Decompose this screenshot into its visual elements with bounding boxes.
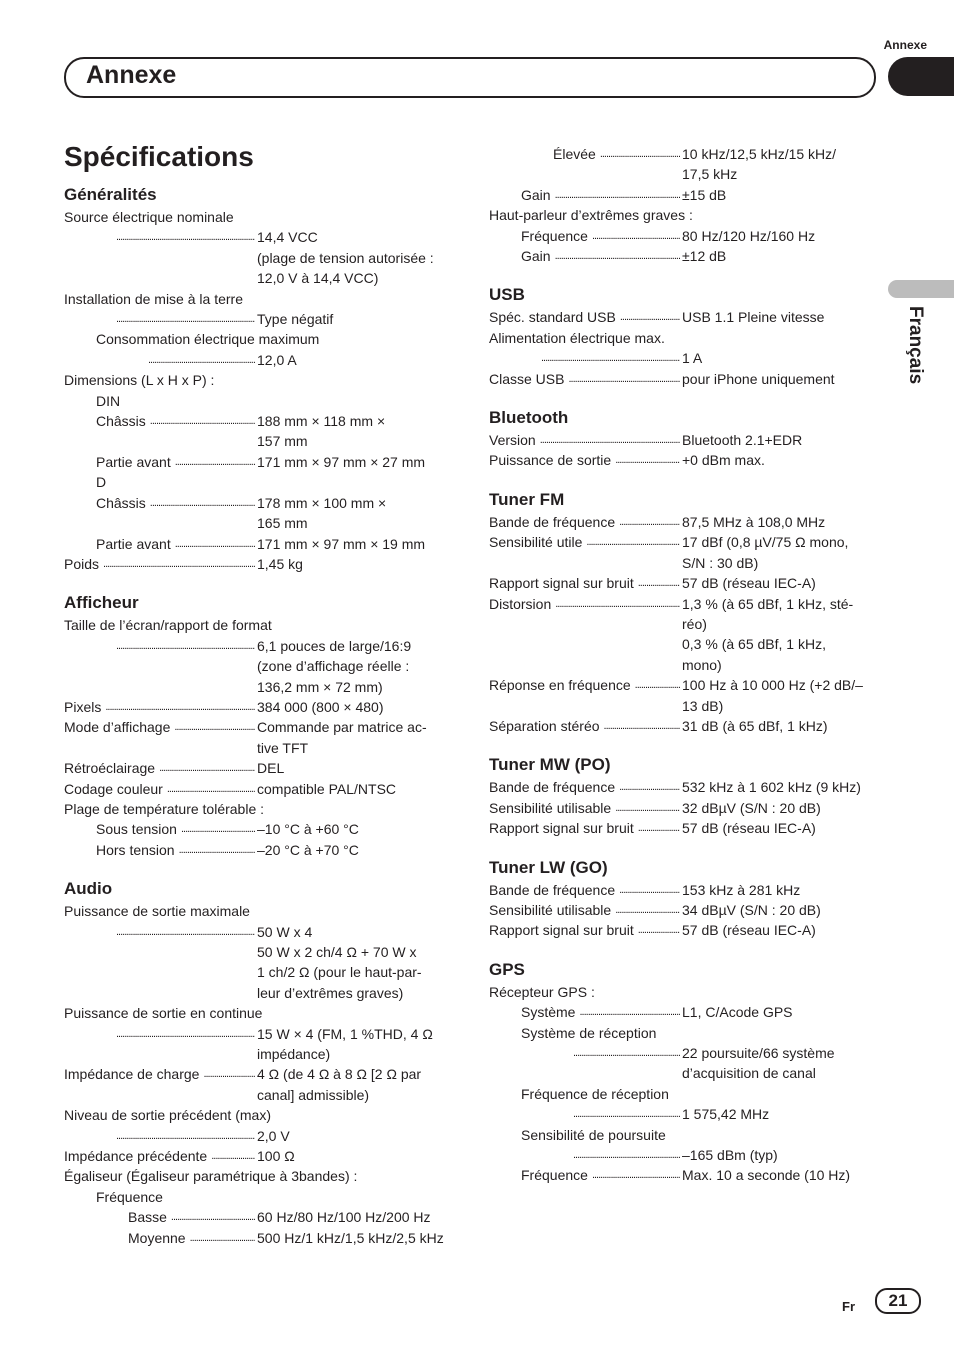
section-heading: Afficheur (64, 593, 139, 613)
spec-label: D (96, 474, 107, 491)
dot-leader (638, 920, 680, 940)
spec-label-text: Châssis (96, 494, 146, 511)
spec-label-text: Codage couleur (64, 780, 163, 797)
spec-row (489, 675, 869, 716)
spec-row (489, 512, 869, 532)
spec-value: Commande par matrice ac- tive TFT (257, 719, 427, 756)
spec-row (64, 452, 454, 472)
spec-row-label (64, 227, 257, 288)
dot-leader (600, 144, 680, 164)
dot-leader (174, 717, 255, 737)
dot-leader (203, 1064, 255, 1084)
spec-label: Plage de température tolérable : (64, 800, 265, 817)
spec-value: 500 Hz/1 kHz/1,5 kHz/2,5 kHz (257, 1229, 444, 1246)
spec-label-text: Fréquence (521, 227, 588, 244)
dot-leader (638, 573, 680, 593)
spec-label: Fréquence (96, 1188, 163, 1205)
spec-row (64, 1228, 454, 1248)
spec-label-text: Sensibilité utile (489, 534, 583, 551)
spec-label-text: Moyenne (128, 1229, 186, 1246)
spec-row-label (64, 840, 257, 860)
spec-row-label (64, 452, 257, 472)
spec-row-label (489, 798, 682, 818)
dot-leader (620, 307, 680, 327)
spec-value: 31 dB (à 65 dBf, 1 kHz) (682, 717, 828, 734)
spec-row-label (489, 185, 682, 205)
spec-row (489, 348, 869, 368)
spec-value: 1,3 % (à 65 dBf, 1 kHz, sté- réo) 0,3 % (à 65 dBf, 1 kHz, mono) (682, 595, 854, 673)
page-title: Spécifications (64, 141, 254, 172)
spec-label-text: Réponse en fréquence (489, 677, 631, 694)
spec-value: 2,0 V (257, 1127, 290, 1144)
spec-label-text: Version (489, 432, 536, 449)
spec-label-text: Bande de fréquence (489, 779, 616, 796)
dot-leader (540, 430, 680, 450)
spec-label-text: Impédance de charge (64, 1066, 200, 1083)
spec-row-label (64, 1146, 257, 1166)
spec-row-label (489, 716, 682, 736)
spec-row-label (64, 1207, 257, 1227)
spec-row-label (64, 819, 257, 839)
spec-label: Égaliseur (Égaliseur paramétrique à 3bandes) : (64, 1168, 358, 1185)
dot-leader (619, 777, 680, 797)
spec-label-text: Système (521, 1004, 576, 1021)
spec-row-label (64, 758, 257, 778)
section-header-title: Annexe (86, 61, 177, 89)
spec-row (489, 185, 869, 205)
spec-row (489, 226, 869, 246)
spec-row-label (64, 717, 257, 758)
spec-row (64, 411, 454, 452)
dot-leader (150, 493, 255, 513)
right-column (489, 144, 869, 1186)
spec-label-text: Basse (128, 1209, 167, 1226)
spec-row-label (489, 880, 682, 900)
section-heading: Généralités (64, 185, 157, 204)
spec-value: ±12 dB (682, 248, 727, 265)
dot-leader (638, 818, 680, 838)
spec-label-text: Partie avant (96, 453, 171, 470)
spec-row-label (489, 348, 682, 368)
spec-row (64, 309, 454, 329)
spec-label-text: Hors tension (96, 841, 175, 858)
spec-label-text: Rapport signal sur bruit (489, 820, 634, 837)
spec-row-label (489, 430, 682, 450)
spec-row-label (489, 573, 682, 593)
spec-row-label (489, 369, 682, 389)
spec-row (64, 1126, 454, 1146)
spec-row (64, 1146, 454, 1166)
spec-label-text: Rapport signal sur bruit (489, 575, 634, 592)
dot-leader (150, 411, 255, 431)
dot-leader (615, 450, 680, 470)
spec-row-label (489, 1165, 682, 1185)
dot-leader (573, 1043, 680, 1063)
spec-value: 188 mm × 118 mm × 157 mm (257, 413, 386, 450)
spec-value: 17 dBf (0,8 µV/75 Ω mono, S/N : 30 dB) (682, 534, 849, 571)
spec-row (489, 594, 869, 676)
section-heading: USB (489, 285, 525, 305)
spec-row (489, 369, 869, 389)
spec-row (489, 818, 869, 838)
spec-row (64, 717, 454, 758)
spec-row (489, 920, 869, 940)
spec-row (489, 777, 869, 797)
page-number: 21 (875, 1288, 921, 1314)
spec-row-label (64, 1064, 257, 1105)
spec-row (64, 1024, 454, 1065)
spec-label-text: Sensibilité utilisable (489, 901, 612, 918)
spec-value: 14,4 VCC (plage de tension autorisée : 12,0 V à 14,4 VCC) (257, 229, 434, 287)
dot-leader (615, 798, 680, 818)
spec-label: Dimensions (L x H x P) : (64, 372, 215, 389)
spec-row-label (64, 309, 257, 329)
spec-row (489, 900, 869, 920)
spec-value: 10 kHz/12,5 kHz/15 kHz/ 17,5 kHz (682, 146, 837, 183)
spec-row (64, 779, 454, 799)
spec-value: 1 A (682, 350, 703, 367)
spec-label-text: Châssis (96, 413, 146, 430)
spec-row-label (489, 1145, 682, 1165)
dot-leader (116, 922, 255, 942)
spec-value: 50 W x 4 50 W x 2 ch/4 Ω + 70 W x 1 ch/2 Ω (pour le haut-par- leur d’extrêmes graves) (257, 923, 422, 1001)
spec-row (489, 1043, 869, 1084)
spec-row-label (489, 1104, 682, 1124)
spec-row (489, 144, 869, 185)
spec-label-text: Gain (521, 248, 551, 265)
dot-leader (586, 532, 680, 552)
spec-row (64, 554, 454, 574)
dot-leader (555, 185, 680, 205)
spec-value: 22 poursuite/66 système d’acquisition de canal (682, 1045, 835, 1082)
spec-value: 32 dBµV (S/N : 20 dB) (682, 799, 821, 816)
dot-leader (619, 880, 680, 900)
spec-row-label (489, 920, 682, 940)
spec-row-label (64, 534, 257, 554)
spec-value: compatible PAL/NTSC (257, 780, 397, 797)
spec-row (489, 573, 869, 593)
spec-row-label (64, 554, 257, 574)
spec-row (64, 758, 454, 778)
spec-label: Fréquence de réception (521, 1085, 669, 1102)
spec-row-label (489, 818, 682, 838)
dot-leader (179, 840, 255, 860)
spec-row (489, 430, 869, 450)
spec-value: 178 mm × 100 mm × 165 mm (257, 494, 387, 532)
spec-row (64, 922, 454, 1004)
spec-row (64, 819, 454, 839)
spec-value: 57 dB (réseau IEC-A) (682, 820, 816, 837)
spec-value: 34 dBµV (S/N : 20 dB) (682, 901, 821, 918)
section-heading: Tuner LW (GO) (489, 857, 608, 877)
spec-row-label (489, 450, 682, 470)
dot-leader (159, 758, 255, 778)
spec-row (489, 1002, 869, 1022)
spec-value: L1, C/Acode GPS (682, 1004, 793, 1021)
dot-leader (190, 1228, 255, 1248)
spec-value: 532 kHz à 1 602 kHz (9 kHz) (682, 779, 861, 796)
spec-label: Installation de mise à la terre (64, 290, 243, 307)
spec-label: Source électrique nominale (64, 209, 234, 225)
spec-row-label (64, 779, 257, 799)
spec-row (489, 716, 869, 736)
section-heading: Tuner MW (PO) (489, 755, 611, 775)
spec-value: Max. 10 a seconde (10 Hz) (682, 1167, 851, 1184)
spec-row (64, 1064, 454, 1105)
spec-value: –20 °C à +70 °C (257, 841, 359, 858)
spec-row (489, 532, 869, 573)
spec-label-text: Pixels (64, 698, 102, 715)
dot-leader (167, 779, 255, 799)
spec-label-text: Spéc. standard USB (489, 309, 616, 326)
spec-label: Puissance de sortie maximale (64, 903, 250, 920)
spec-label: Taille de l’écran/rapport de format (64, 617, 272, 634)
spec-row-label (64, 1024, 257, 1065)
spec-label-text: Bande de fréquence (489, 513, 616, 530)
spec-value: 153 kHz à 281 kHz (682, 881, 801, 898)
spec-row (489, 1165, 869, 1185)
spec-row-label (489, 675, 682, 716)
spec-row-label (64, 411, 257, 452)
header-tab-marker (888, 57, 954, 96)
spec-value: Bluetooth 2.1+EDR (682, 432, 803, 449)
dot-leader (116, 1126, 255, 1146)
spec-value: Type négatif (257, 311, 334, 328)
spec-value: USB 1.1 Pleine vitesse (682, 309, 825, 326)
spec-label-text: Sensibilité utilisable (489, 799, 612, 816)
section-heading: Audio (64, 879, 113, 899)
spec-label: Niveau de sortie précédent (max) (64, 1107, 271, 1124)
spec-label-text: Poids (64, 555, 100, 572)
spec-value: 4 Ω (de 4 Ω à 8 Ω [2 Ω par canal] admissible) (257, 1066, 422, 1103)
dot-leader (171, 1207, 255, 1227)
spec-value: 57 dB (réseau IEC-A) (682, 575, 816, 592)
spec-value: ±15 dB (682, 186, 727, 203)
spec-value: 1 575,42 MHz (682, 1106, 770, 1123)
spec-row (489, 246, 869, 266)
dot-leader (103, 554, 255, 574)
spec-row (64, 534, 454, 554)
spec-value: 171 mm × 97 mm × 27 mm (257, 453, 426, 470)
spec-row-label (64, 1126, 257, 1146)
spec-row (489, 450, 869, 470)
dot-leader (105, 697, 255, 717)
spec-value: 80 Hz/120 Hz/160 Hz (682, 227, 816, 244)
spec-label: Récepteur GPS : (489, 983, 595, 1000)
spec-value: 384 000 (800 × 480) (257, 698, 384, 715)
spec-label: Alimentation électrique max. (489, 329, 665, 346)
spec-row (489, 1104, 869, 1124)
dot-leader (211, 1146, 255, 1166)
dot-leader (635, 675, 680, 695)
spec-row-label (64, 636, 257, 697)
spec-row-label (64, 697, 257, 717)
spec-value: 15 W × 4 (FM, 1 %THD, 4 Ω impédance) (257, 1025, 433, 1063)
spec-label-text: Classe USB (489, 370, 565, 387)
spec-row-label (489, 1002, 682, 1022)
dot-leader (573, 1104, 680, 1124)
spec-value: 87,5 MHz à 108,0 MHz (682, 513, 826, 530)
dot-leader (116, 1024, 255, 1044)
left-column (64, 184, 454, 1248)
spec-row-label (489, 144, 682, 185)
spec-label-text: Impédance précédente (64, 1148, 208, 1165)
spec-label-text: Élevée (553, 146, 596, 162)
dot-leader (181, 819, 255, 839)
dot-leader (592, 1165, 680, 1185)
language-side-label: Français (905, 306, 926, 385)
spec-value: pour iPhone uniquement (682, 370, 835, 387)
dot-leader (579, 1002, 680, 1022)
spec-row-label (64, 922, 257, 1004)
dot-leader (116, 227, 255, 247)
spec-value: 1,45 kg (257, 555, 303, 572)
footer-language: Fr (842, 1299, 855, 1314)
spec-row-label (489, 307, 682, 327)
spec-row (64, 636, 454, 697)
running-header-label: Annexe (883, 38, 927, 52)
spec-label: Haut-parleur d’extrêmes graves : (489, 207, 693, 224)
spec-row-label (489, 246, 682, 266)
spec-value: 57 dB (réseau IEC-A) (682, 922, 816, 939)
spec-value: +0 dBm max. (682, 452, 765, 469)
spec-label-text: Mode d’affichage (64, 719, 171, 736)
dot-leader (555, 246, 680, 266)
dot-leader (541, 348, 680, 368)
dot-leader (555, 594, 680, 614)
section-heading: Tuner FM (489, 489, 565, 509)
spec-label: Puissance de sortie en continue (64, 1005, 263, 1022)
spec-row-label (489, 532, 682, 573)
dot-leader (148, 350, 255, 370)
spec-row-label (64, 493, 257, 534)
dot-leader (175, 534, 255, 554)
dot-leader (116, 636, 255, 656)
spec-label-text: Bande de fréquence (489, 881, 616, 898)
spec-row (64, 350, 454, 370)
spec-label: DIN (96, 392, 121, 409)
dot-leader (619, 512, 680, 532)
dot-leader (568, 369, 680, 389)
dot-leader (592, 226, 680, 246)
spec-row-label (489, 900, 682, 920)
spec-row (489, 880, 869, 900)
dot-leader (604, 716, 680, 736)
spec-row (64, 493, 454, 534)
spec-label-text: Distorsion (489, 595, 552, 612)
spec-label-text: Rapport signal sur bruit (489, 922, 634, 939)
spec-row (489, 798, 869, 818)
spec-value: 12,0 A (257, 351, 297, 368)
section-heading: Bluetooth (489, 408, 569, 428)
spec-row-label (64, 350, 257, 370)
spec-value: 100 Hz à 10 000 Hz (+2 dB/– 13 dB) (682, 677, 863, 714)
spec-value: 171 mm × 97 mm × 19 mm (257, 535, 426, 552)
spec-row (489, 1145, 869, 1165)
spec-value: 100 Ω (257, 1148, 295, 1165)
dot-leader (615, 900, 680, 920)
spec-label: Sensibilité de poursuite (521, 1126, 666, 1143)
spec-row-label (489, 512, 682, 532)
spec-row (64, 697, 454, 717)
language-tab-marker (888, 280, 954, 298)
spec-row-label (64, 1228, 257, 1248)
spec-value: DEL (257, 760, 285, 777)
spec-row-label (489, 594, 682, 676)
spec-label-text: Partie avant (96, 535, 171, 552)
spec-row (64, 1207, 454, 1227)
spec-value: 6,1 pouces de large/16:9 (zone d’affichage réelle : 136,2 mm × 72 mm) (257, 637, 412, 695)
dot-leader (116, 309, 255, 329)
spec-label-text: Gain (521, 186, 551, 203)
spec-row (489, 307, 869, 327)
spec-label-text: Puissance de sortie (489, 452, 612, 469)
spec-row (64, 840, 454, 860)
spec-label-text: Fréquence (521, 1167, 588, 1184)
spec-label-text: Séparation stéréo (489, 717, 600, 734)
spec-value: 60 Hz/80 Hz/100 Hz/200 Hz (257, 1209, 431, 1226)
spec-value: –165 dBm (typ) (682, 1147, 778, 1164)
spec-label: Système de réception (521, 1024, 657, 1041)
spec-label-text: Sous tension (96, 821, 177, 838)
spec-row-label (489, 777, 682, 797)
spec-label: Consommation électrique maximum (96, 331, 320, 348)
dot-leader (175, 452, 255, 472)
spec-row-label (489, 1043, 682, 1084)
section-header-frame (64, 57, 876, 98)
spec-row (64, 227, 454, 288)
spec-label-text: Rétroéclairage (64, 760, 156, 777)
dot-leader (573, 1145, 680, 1165)
spec-value: –10 °C à +60 °C (257, 821, 359, 838)
spec-row-label (489, 226, 682, 246)
section-heading: GPS (489, 959, 525, 979)
